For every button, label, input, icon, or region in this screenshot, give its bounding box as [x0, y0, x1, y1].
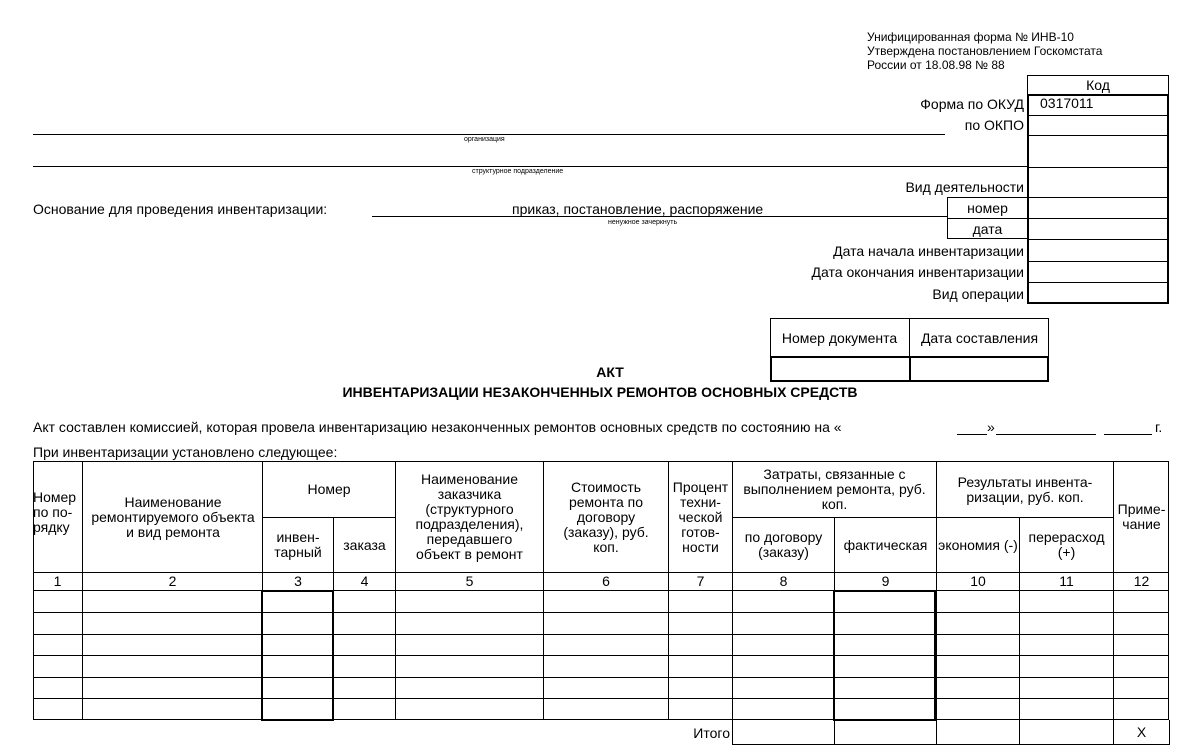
date-label: дата — [972, 220, 1003, 237]
col-num-6: 6 — [602, 573, 610, 589]
h-costs-group: Затраты, связанные с выполнением ремонта, руб. коп. — [743, 466, 926, 512]
org-line[interactable] — [33, 134, 945, 135]
body-year: г. — [1155, 419, 1163, 435]
okud-label: Форма по ОКУД — [920, 96, 1024, 112]
col-num-7: 7 — [696, 573, 705, 589]
code-header-cell — [1027, 75, 1169, 95]
col-num-4: 4 — [360, 573, 369, 589]
subdiv-caption: структурное подразделение — [472, 168, 564, 175]
body-quote: » — [987, 419, 995, 435]
col-num-12: 12 — [1133, 573, 1150, 589]
inv-end-label: Дата окончания инвентаризации — [811, 264, 1024, 280]
col-num-11: 11 — [1059, 573, 1074, 589]
col-num-8: 8 — [779, 573, 788, 589]
title-main: ИНВЕНТАРИЗАЦИИ НЕЗАКОНЧЕННЫХ РЕМОНТОВ ОСНОВНЫХ СРЕДСТВ — [342, 384, 858, 400]
title-akt: АКТ — [596, 364, 624, 380]
body-line1: Акт составлен комиссией, которая провела инвентаризацию незаконченных ремонтов основных средств по состоянию на « — [33, 419, 842, 435]
h-cost: Стоимость ремонта по договору (заказу), руб. коп. — [563, 478, 649, 555]
h-percent: Процент техни-ческой готов-ности — [672, 478, 729, 555]
form-info-line3: России от 18.08.98 № 88 — [867, 58, 1005, 72]
inv-column-box — [261, 590, 334, 721]
body-line2: При инвентаризации установлено следующее: — [33, 444, 338, 460]
form-info-line2: Утверждена постановлением Госкомстата — [867, 44, 1103, 58]
inv-start-label: Дата начала инвентаризации — [833, 243, 1024, 259]
okpo-label: по ОКПО — [964, 117, 1024, 133]
col-num-10: 10 — [970, 573, 986, 589]
form-info-line1: Унифицированная форма № ИНВ-10 — [867, 30, 1074, 44]
h-name: Наименование ремонтируемого объекта и вид ремонта — [91, 493, 255, 540]
h-customer: Наименование заказчика (структурного подразделения), передавшего объект в ремонт — [415, 471, 524, 562]
total-x: X — [1136, 724, 1147, 740]
col-num-5: 5 — [465, 573, 474, 589]
h-order: заказа — [343, 536, 386, 553]
code-values-box — [1027, 94, 1169, 304]
h-by-contract: по договору (заказу) — [744, 529, 823, 560]
operation-label: Вид операции — [932, 286, 1024, 302]
col-num-9: 9 — [881, 573, 890, 589]
activity-label: Вид деятельности — [905, 179, 1024, 195]
doc-number-header: Номер документа — [781, 329, 898, 346]
total-label: Итого — [693, 725, 730, 741]
h-results-group: Результаты инвента-ризации, руб. коп. — [957, 473, 1093, 505]
h-overrun: перерасход (+) — [1028, 529, 1105, 560]
number-label: номер — [967, 199, 1008, 216]
h-savings: экономия (-) — [938, 536, 1018, 553]
h-num: Номер по по-рядку — [33, 489, 77, 535]
org-caption: организация — [464, 136, 505, 143]
okud-value: 0317011 — [1040, 95, 1094, 111]
subdiv-line[interactable] — [33, 166, 1027, 167]
col-num-3: 3 — [294, 573, 302, 589]
code-header: Код — [1086, 76, 1110, 93]
actual-column-box — [833, 590, 936, 721]
basis-label: Основание для проведения инвентаризации: — [33, 201, 328, 217]
doc-date-header: Дата составления — [920, 329, 1039, 346]
h-inv: инвен-тарный — [274, 529, 322, 560]
h-note: Приме-чание — [1117, 501, 1166, 532]
h-number-group: Номер — [307, 481, 351, 497]
basis-caption: ненужное зачеркнуть — [608, 219, 678, 226]
col-num-2: 2 — [168, 573, 177, 589]
col-num-1: 1 — [53, 573, 62, 589]
h-actual: фактическая — [843, 536, 928, 553]
basis-value: приказ, постановление, распоряжение — [512, 201, 764, 217]
form-info — [867, 30, 1102, 72]
